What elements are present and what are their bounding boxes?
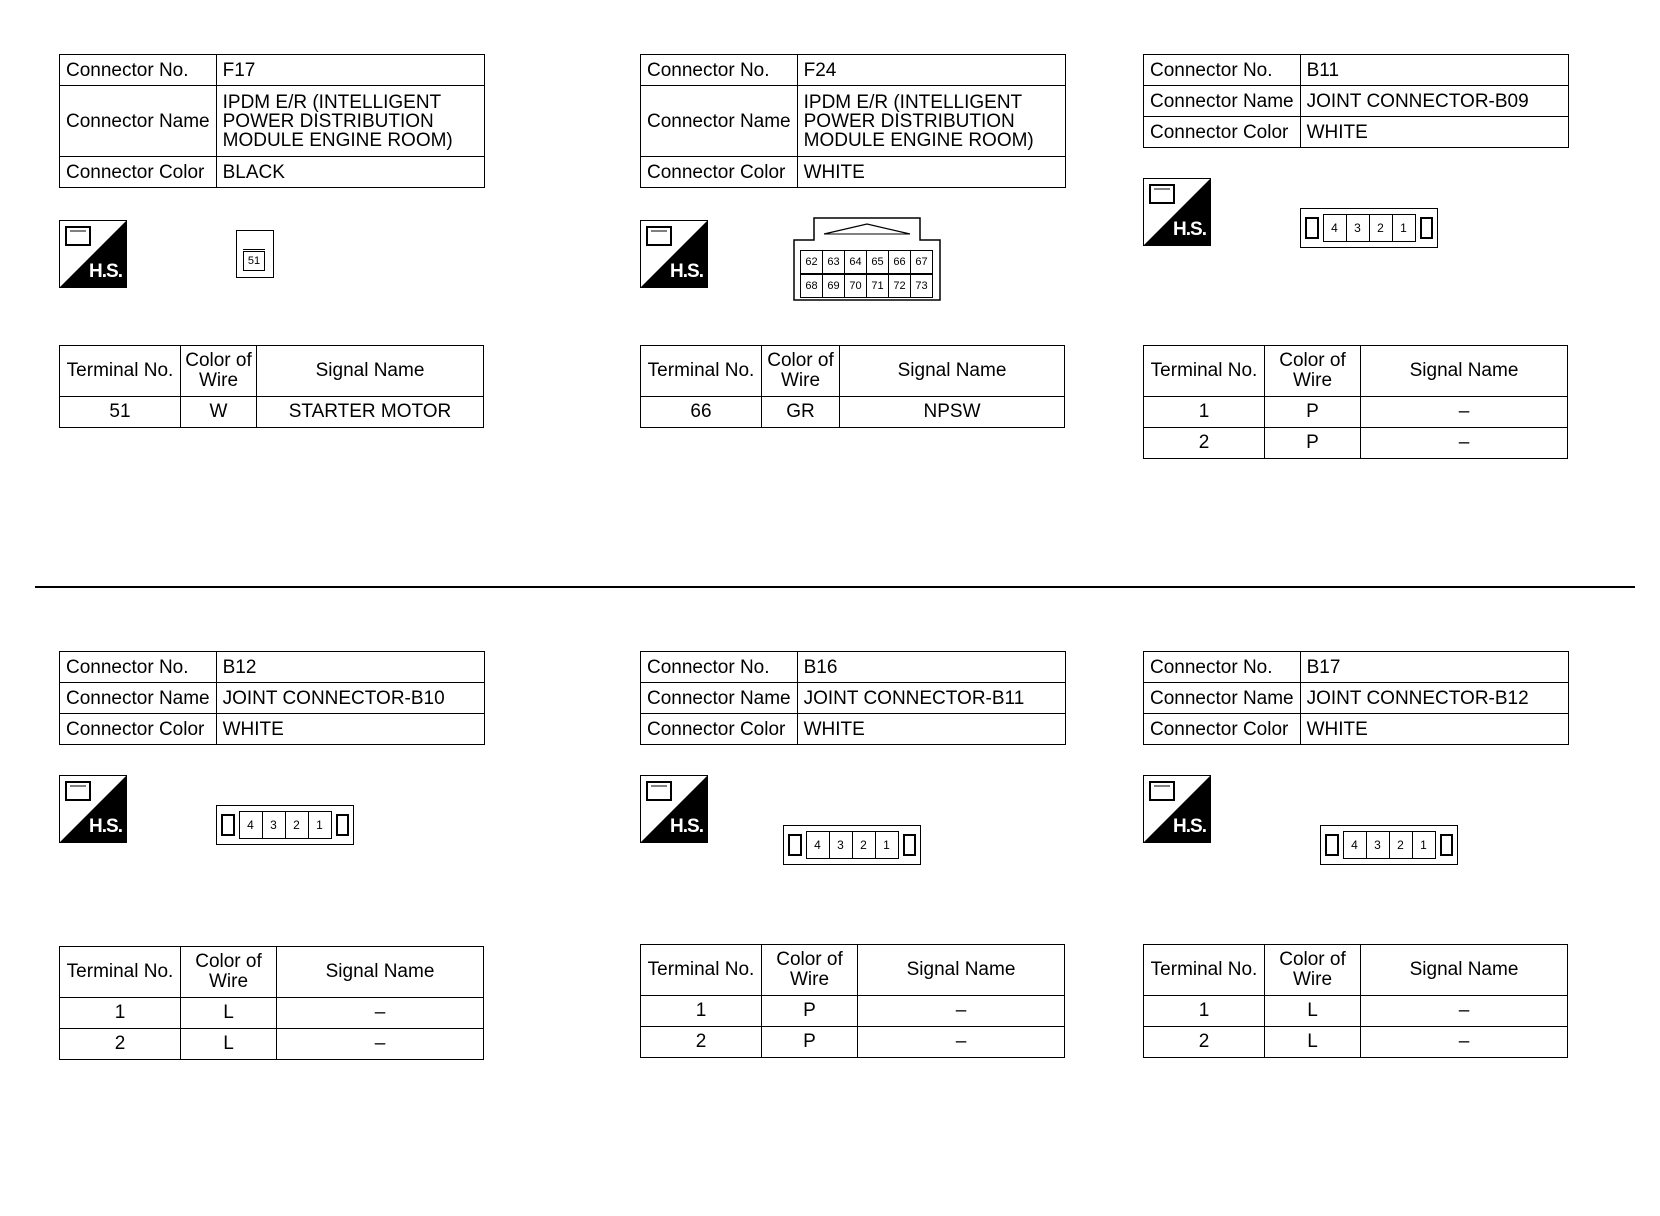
- connector-name-value: JOINT CONNECTOR-B09: [1300, 86, 1568, 117]
- harness-side-icon: [640, 775, 708, 843]
- connector-color-label: Connector Color: [641, 714, 798, 745]
- color-of-wire-header: Color of Wire: [181, 947, 277, 998]
- connector-b11-info: [1143, 54, 1569, 148]
- terminal-table-b16: [640, 944, 1065, 1058]
- terminal-table-b17: [1143, 944, 1568, 1058]
- pin: 68: [801, 275, 823, 297]
- connector-b16-diagram: [783, 825, 921, 865]
- signal-name-header: Signal Name: [858, 945, 1065, 996]
- connector-b17-info: [1143, 651, 1569, 745]
- pin: 2: [286, 812, 309, 838]
- signal-name-header: Signal Name: [277, 947, 484, 998]
- connector-b17-diagram: [1320, 825, 1458, 865]
- connector-name-label: Connector Name: [1144, 86, 1301, 117]
- table-row: 1 L –: [1144, 996, 1568, 1027]
- terminal-no-header: Terminal No.: [1144, 945, 1265, 996]
- terminal-no-header: Terminal No.: [641, 945, 762, 996]
- hs-label: H.S.: [1173, 219, 1206, 240]
- connector-name-label: Connector Name: [60, 683, 217, 714]
- color-of-wire-header: Color of Wire: [181, 346, 257, 397]
- pin: 65: [867, 251, 889, 273]
- table-row: 66 GR NPSW: [641, 397, 1065, 428]
- color-of-wire-header: Color of Wire: [762, 945, 858, 996]
- connector-color-value: WHITE: [1300, 117, 1568, 148]
- connector-name-value: JOINT CONNECTOR-B10: [216, 683, 484, 714]
- connector-no-value: B11: [1300, 55, 1568, 86]
- connector-color-label: Connector Color: [1144, 714, 1301, 745]
- connector-color-label: Connector Color: [60, 157, 217, 188]
- table-row: 2 P –: [1144, 428, 1568, 459]
- pin: 3: [1367, 832, 1390, 858]
- table-row: 2 P –: [641, 1027, 1065, 1058]
- table-row: 1 P –: [1144, 397, 1568, 428]
- connector-name-label: Connector Name: [1144, 683, 1301, 714]
- table-row: 1 L –: [60, 998, 484, 1029]
- harness-side-icon: [59, 220, 127, 288]
- pin: 3: [830, 832, 853, 858]
- harness-side-icon: [640, 220, 708, 288]
- signal-name-header: Signal Name: [1361, 945, 1568, 996]
- connector-name-value: IPDM E/R (INTELLIGENT POWER DISTRIBUTION MODULE ENGINE ROOM): [216, 86, 484, 157]
- connector-b16-info: [640, 651, 1066, 745]
- hs-label: H.S.: [89, 261, 122, 282]
- section-divider: [35, 586, 1635, 588]
- lock-slot: [903, 834, 917, 856]
- lock-slot: [221, 814, 235, 836]
- pin: 4: [1324, 215, 1347, 241]
- pin: 66: [889, 251, 911, 273]
- connector-f24-info: [640, 54, 1066, 188]
- color-of-wire-header: Color of Wire: [762, 346, 840, 397]
- connector-no-value: B12: [216, 652, 484, 683]
- connector-color-value: WHITE: [1300, 714, 1568, 745]
- pin: 67: [915, 256, 928, 268]
- pin: 72: [889, 275, 911, 297]
- connector-no-value: F24: [797, 55, 1065, 86]
- connector-name-label: Connector Name: [641, 86, 798, 157]
- color-of-wire-header: Color of Wire: [1265, 346, 1361, 397]
- connector-no-label: Connector No.: [641, 55, 798, 86]
- connector-f17-diagram: [236, 230, 274, 278]
- connector-no-value: B17: [1300, 652, 1568, 683]
- connector-color-value: WHITE: [797, 714, 1065, 745]
- terminal-table-f17: [59, 345, 484, 428]
- terminal-table-b11: [1143, 345, 1568, 459]
- terminal-table-f24: [640, 345, 1065, 428]
- pin: 63: [823, 251, 845, 273]
- connector-no-label: Connector No.: [641, 652, 798, 683]
- terminal-no-header: Terminal No.: [60, 346, 181, 397]
- connector-name-value: JOINT CONNECTOR-B12: [1300, 683, 1568, 714]
- pin: 2: [853, 832, 876, 858]
- pin: 73: [915, 280, 928, 292]
- connector-color-value: WHITE: [216, 714, 484, 745]
- connector-no-value: B16: [797, 652, 1065, 683]
- harness-side-icon: [1143, 775, 1211, 843]
- pin: 71: [867, 275, 889, 297]
- pin: 69: [823, 275, 845, 297]
- table-row: 51 W STARTER MOTOR: [60, 397, 484, 428]
- pin: 1: [883, 838, 890, 852]
- hs-label: H.S.: [89, 816, 122, 837]
- terminal-no-header: Terminal No.: [60, 947, 181, 998]
- pin: 64: [845, 251, 867, 273]
- signal-name-header: Signal Name: [840, 346, 1065, 397]
- pin: 2: [1370, 215, 1393, 241]
- terminal-no-header: Terminal No.: [1144, 346, 1265, 397]
- connector-no-label: Connector No.: [1144, 652, 1301, 683]
- harness-side-icon: [1143, 178, 1211, 246]
- connector-f17-info: [59, 54, 485, 188]
- table-row: 2 L –: [60, 1029, 484, 1060]
- lock-slot: [1305, 217, 1319, 239]
- signal-name-header: Signal Name: [257, 346, 484, 397]
- table-row: 2 L –: [1144, 1027, 1568, 1058]
- connector-color-label: Connector Color: [641, 157, 798, 188]
- terminal-table-b12: [59, 946, 484, 1060]
- connector-b11-diagram: [1300, 208, 1438, 248]
- connector-no-value: F17: [216, 55, 484, 86]
- pin: 2: [1390, 832, 1413, 858]
- pin: 4: [240, 812, 263, 838]
- lock-slot: [1440, 834, 1454, 856]
- pin: 1: [1400, 221, 1407, 235]
- pin: 3: [263, 812, 286, 838]
- connector-color-label: Connector Color: [1144, 117, 1301, 148]
- lock-slot: [1325, 834, 1339, 856]
- connector-color-label: Connector Color: [60, 714, 217, 745]
- pin: 1: [316, 818, 323, 832]
- lock-slot: [336, 814, 350, 836]
- connector-name-value: IPDM E/R (INTELLIGENT POWER DISTRIBUTION MODULE ENGINE ROOM): [797, 86, 1065, 157]
- signal-name-header: Signal Name: [1361, 346, 1568, 397]
- hs-label: H.S.: [1173, 816, 1206, 837]
- pin: 62: [801, 251, 823, 273]
- connector-no-label: Connector No.: [60, 55, 217, 86]
- pin: 3: [1347, 215, 1370, 241]
- terminal-no-header: Terminal No.: [641, 346, 762, 397]
- connector-b12-diagram: [216, 805, 354, 845]
- hs-label: H.S.: [670, 261, 703, 282]
- pin: 4: [807, 832, 830, 858]
- pin: 70: [845, 275, 867, 297]
- connector-name-label: Connector Name: [641, 683, 798, 714]
- lock-slot: [1420, 217, 1434, 239]
- table-row: 1 P –: [641, 996, 1065, 1027]
- harness-side-icon: [59, 775, 127, 843]
- connector-name-label: Connector Name: [60, 86, 217, 157]
- connector-no-label: Connector No.: [1144, 55, 1301, 86]
- lock-slot: [788, 834, 802, 856]
- pin-51: 51: [243, 251, 265, 271]
- connector-f24-diagram: [792, 216, 942, 302]
- connector-color-value: WHITE: [797, 157, 1065, 188]
- connector-color-value: BLACK: [216, 157, 484, 188]
- connector-b12-info: [59, 651, 485, 745]
- pin: 1: [1420, 838, 1427, 852]
- pin: 4: [1344, 832, 1367, 858]
- hs-label: H.S.: [670, 816, 703, 837]
- connector-name-value: JOINT CONNECTOR-B11: [797, 683, 1065, 714]
- color-of-wire-header: Color of Wire: [1265, 945, 1361, 996]
- connector-no-label: Connector No.: [60, 652, 217, 683]
